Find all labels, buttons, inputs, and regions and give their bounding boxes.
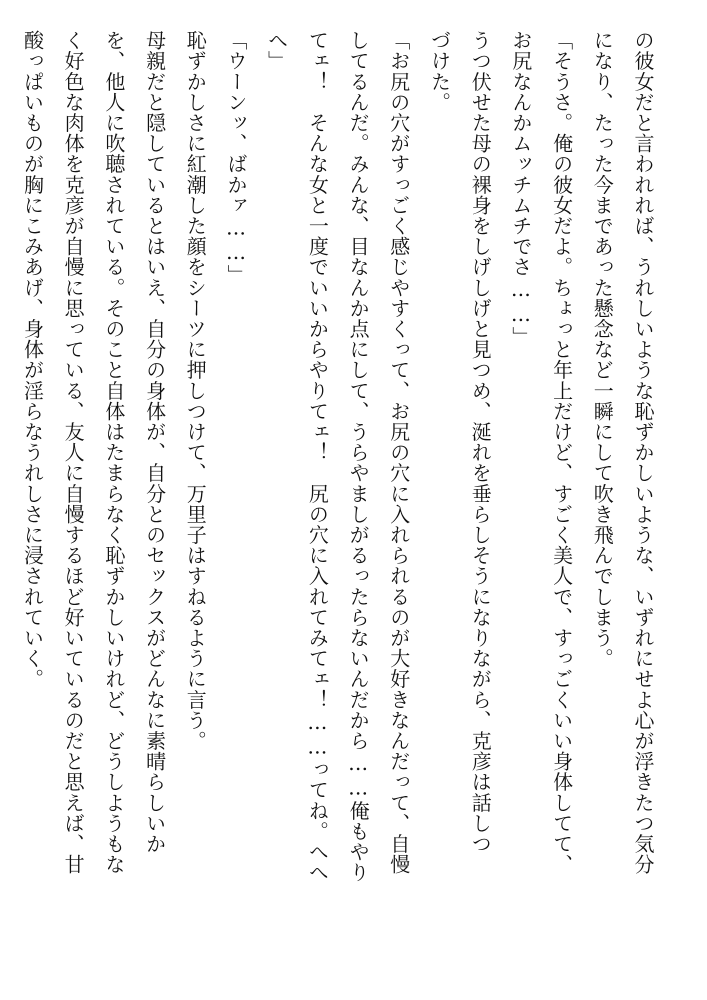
text-line: 「お尻の穴がすっごく感じやすくって、お尻の穴に入れられるのが大好きなんだって、自慢 bbox=[386, 30, 411, 875]
text-line: お尻なんかムッチムチでさ……」 bbox=[508, 30, 533, 347]
text-line: てェ！ そんな女と一度でいいからやりてェ！ 尻の穴に入れてみてェ！……ってね。へへ bbox=[305, 30, 330, 883]
text-line: く好色な肉体を克彦が自慢に思っている、友人に自慢するほど好いているのだと思えば、甘 bbox=[61, 30, 86, 875]
text-line: 母親だと隠しているとはいえ、自分の身体が、自分とのセックスがどんなに素晴らしいか bbox=[142, 30, 167, 854]
text-line: 「ウーンッ、ばかァ……」 bbox=[223, 30, 248, 286]
text-line: 「そうさ。俺の彼女だよ。ちょっと年上だけど、すごく美人で、すっごくいい身体してて、 bbox=[549, 30, 574, 875]
text-line: になり、たった今まであった懸念など一瞬にして吹き飛んでしまう。 bbox=[590, 30, 615, 669]
text-line: へ」 bbox=[264, 30, 289, 72]
text-line: の彼女だと言われれば、うれしいような恥ずかしいような、いずれにせよ心が浮きたつ気分 bbox=[631, 30, 655, 875]
vertical-text-body bbox=[12, 30, 663, 975]
text-line: してるんだ。みんな、目なんか点にして、うらやましがるったらないんだから……俺もやり bbox=[346, 30, 371, 883]
text-line: づけた。 bbox=[427, 30, 452, 113]
text-line: 酸っぱいものが胸にこみあげ、身体が淫らなうれしさに浸されていく。 bbox=[20, 30, 45, 690]
text-line: うつ伏せた母の裸身をしげしげと見つめ、涎れを垂らしそうになりながら、克彦は話しつ bbox=[468, 30, 493, 854]
text-line: 恥ずかしさに紅潮した顔をシーツに押しつけて、万里子はすねるように言う。 bbox=[183, 30, 208, 751]
text-line: を、他人に吹聴されている。そのこと自体はたまらなく恥ずかしいけれど、どうしようもな bbox=[101, 30, 126, 875]
